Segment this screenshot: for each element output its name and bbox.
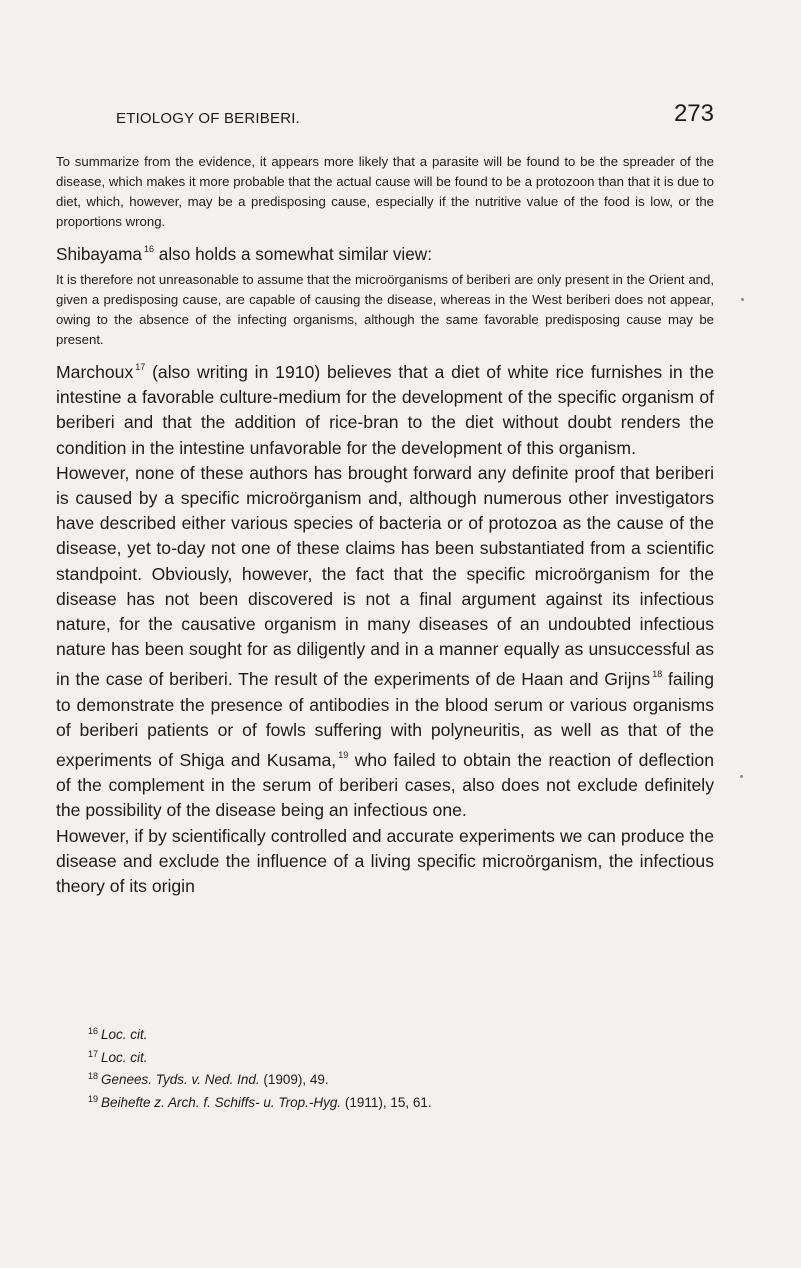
lead-text: also holds a somewhat similar view: bbox=[158, 244, 432, 264]
author-name: Marchoux bbox=[56, 362, 134, 382]
footnote-ref: 17 bbox=[135, 362, 146, 372]
paragraph-text: However, none of these authors has brought forward any definite proof that beriberi is caused by a specific microörganism and, although numerous other investigators have described either various species of bacteria or of protozoa as the cause of the disease, yet to-day not one of these claims has been substantiated from a scientific standpoint. Obviously, however, the fact that the specific microörganism for the disease has not been discovered is not a final argument against its infectious nature, for the causative organism in many diseases of an undoubted infectious nature has been sought for as diligently and in a manner equally as unsuccessful as in the case of beriberi. The result of the experiments of de Haan and Grijns bbox=[56, 462, 714, 690]
quoted-extract-summary: To summarize from the evidence, it appears more likely that a parasite will be found to be the spreader of the disease, which makes it more probable that the actual cause will be found to be a protozoon than that it is due to diet, which, however, may be a predisposing cause, especially if the nutritive value of the food is low, or the proportions wrong. bbox=[56, 154, 714, 229]
paragraph-text: (also writing in 1910) believes that a diet of white rice furnishes in the intestine a favorable culture-medium for the development of the specific organism of beriberi and that the addition of rice-bran to the diet without doubt renders the condition in the intestine unfavorable for the development of this organism. bbox=[56, 362, 714, 458]
footnotes bbox=[88, 1022, 688, 1112]
footnote-citation: Beihefte z. Arch. f. Schiffs- u. Trop.-Hyg. bbox=[101, 1094, 342, 1110]
footnote-number: 17 bbox=[88, 1048, 99, 1059]
page-header bbox=[56, 100, 714, 136]
paragraph-text: failing to demonstrate the presence of antibodies in the blood serum or various organisms of beriberi patients or of fowls suffering with polyneuritis, as well as that of the experiments of Shiga and Kusama, bbox=[56, 669, 714, 771]
footnote-detail: (1911), 15, 61. bbox=[341, 1094, 432, 1110]
paper-speck bbox=[740, 775, 743, 778]
footnote bbox=[88, 1090, 688, 1113]
footnote-ref: 16 bbox=[144, 244, 155, 254]
footnote-number: 18 bbox=[88, 1071, 99, 1081]
footnote bbox=[88, 1022, 688, 1045]
running-head: ETIOLOGY OF BERIBERI. bbox=[116, 110, 300, 127]
paragraph-marchoux bbox=[56, 355, 714, 461]
footnote-detail: (1909), 49. bbox=[259, 1072, 329, 1087]
footnote-ref: 19 bbox=[338, 750, 349, 761]
footnote-number: 16 bbox=[88, 1026, 99, 1036]
footnote bbox=[88, 1067, 688, 1090]
footnote-ref: 18 bbox=[652, 669, 663, 680]
paper-speck bbox=[741, 298, 744, 301]
shibayama-lead bbox=[56, 237, 714, 266]
paragraph-text: who failed to obtain the reaction of deflection of the complement in the serum of beriberi cases, also does not exclude definitely the possibility of the disease being an infectious one. bbox=[56, 750, 714, 821]
paragraph-last: However, if by scientifically controlled and accurate experiments we can produce the disease and exclude the influence of a living specific microörganism, the infectious theory of its origin bbox=[56, 825, 714, 897]
text-column bbox=[56, 152, 714, 899]
quoted-extract-shibayama: It is therefore not unreasonable to assume that the microörganisms of beriberi are only present in the Orient and, given a predisposing cause, are capable of causing the disease, whereas in the West beriberi does not appear, owing to the absence of the infecting organisms, although the same favorable predisposing cause may be present. bbox=[56, 272, 714, 347]
paragraph-however bbox=[56, 461, 714, 824]
page-number: 273 bbox=[673, 100, 714, 127]
footnote-citation: Genees. Tyds. v. Ned. Ind. bbox=[101, 1072, 260, 1087]
footnote-citation: Loc. cit. bbox=[101, 1049, 148, 1065]
author-name: Shibayama bbox=[56, 244, 142, 264]
footnote-citation: Loc. cit. bbox=[101, 1027, 148, 1042]
footnote bbox=[88, 1045, 688, 1068]
footnote-number: 19 bbox=[88, 1093, 99, 1104]
